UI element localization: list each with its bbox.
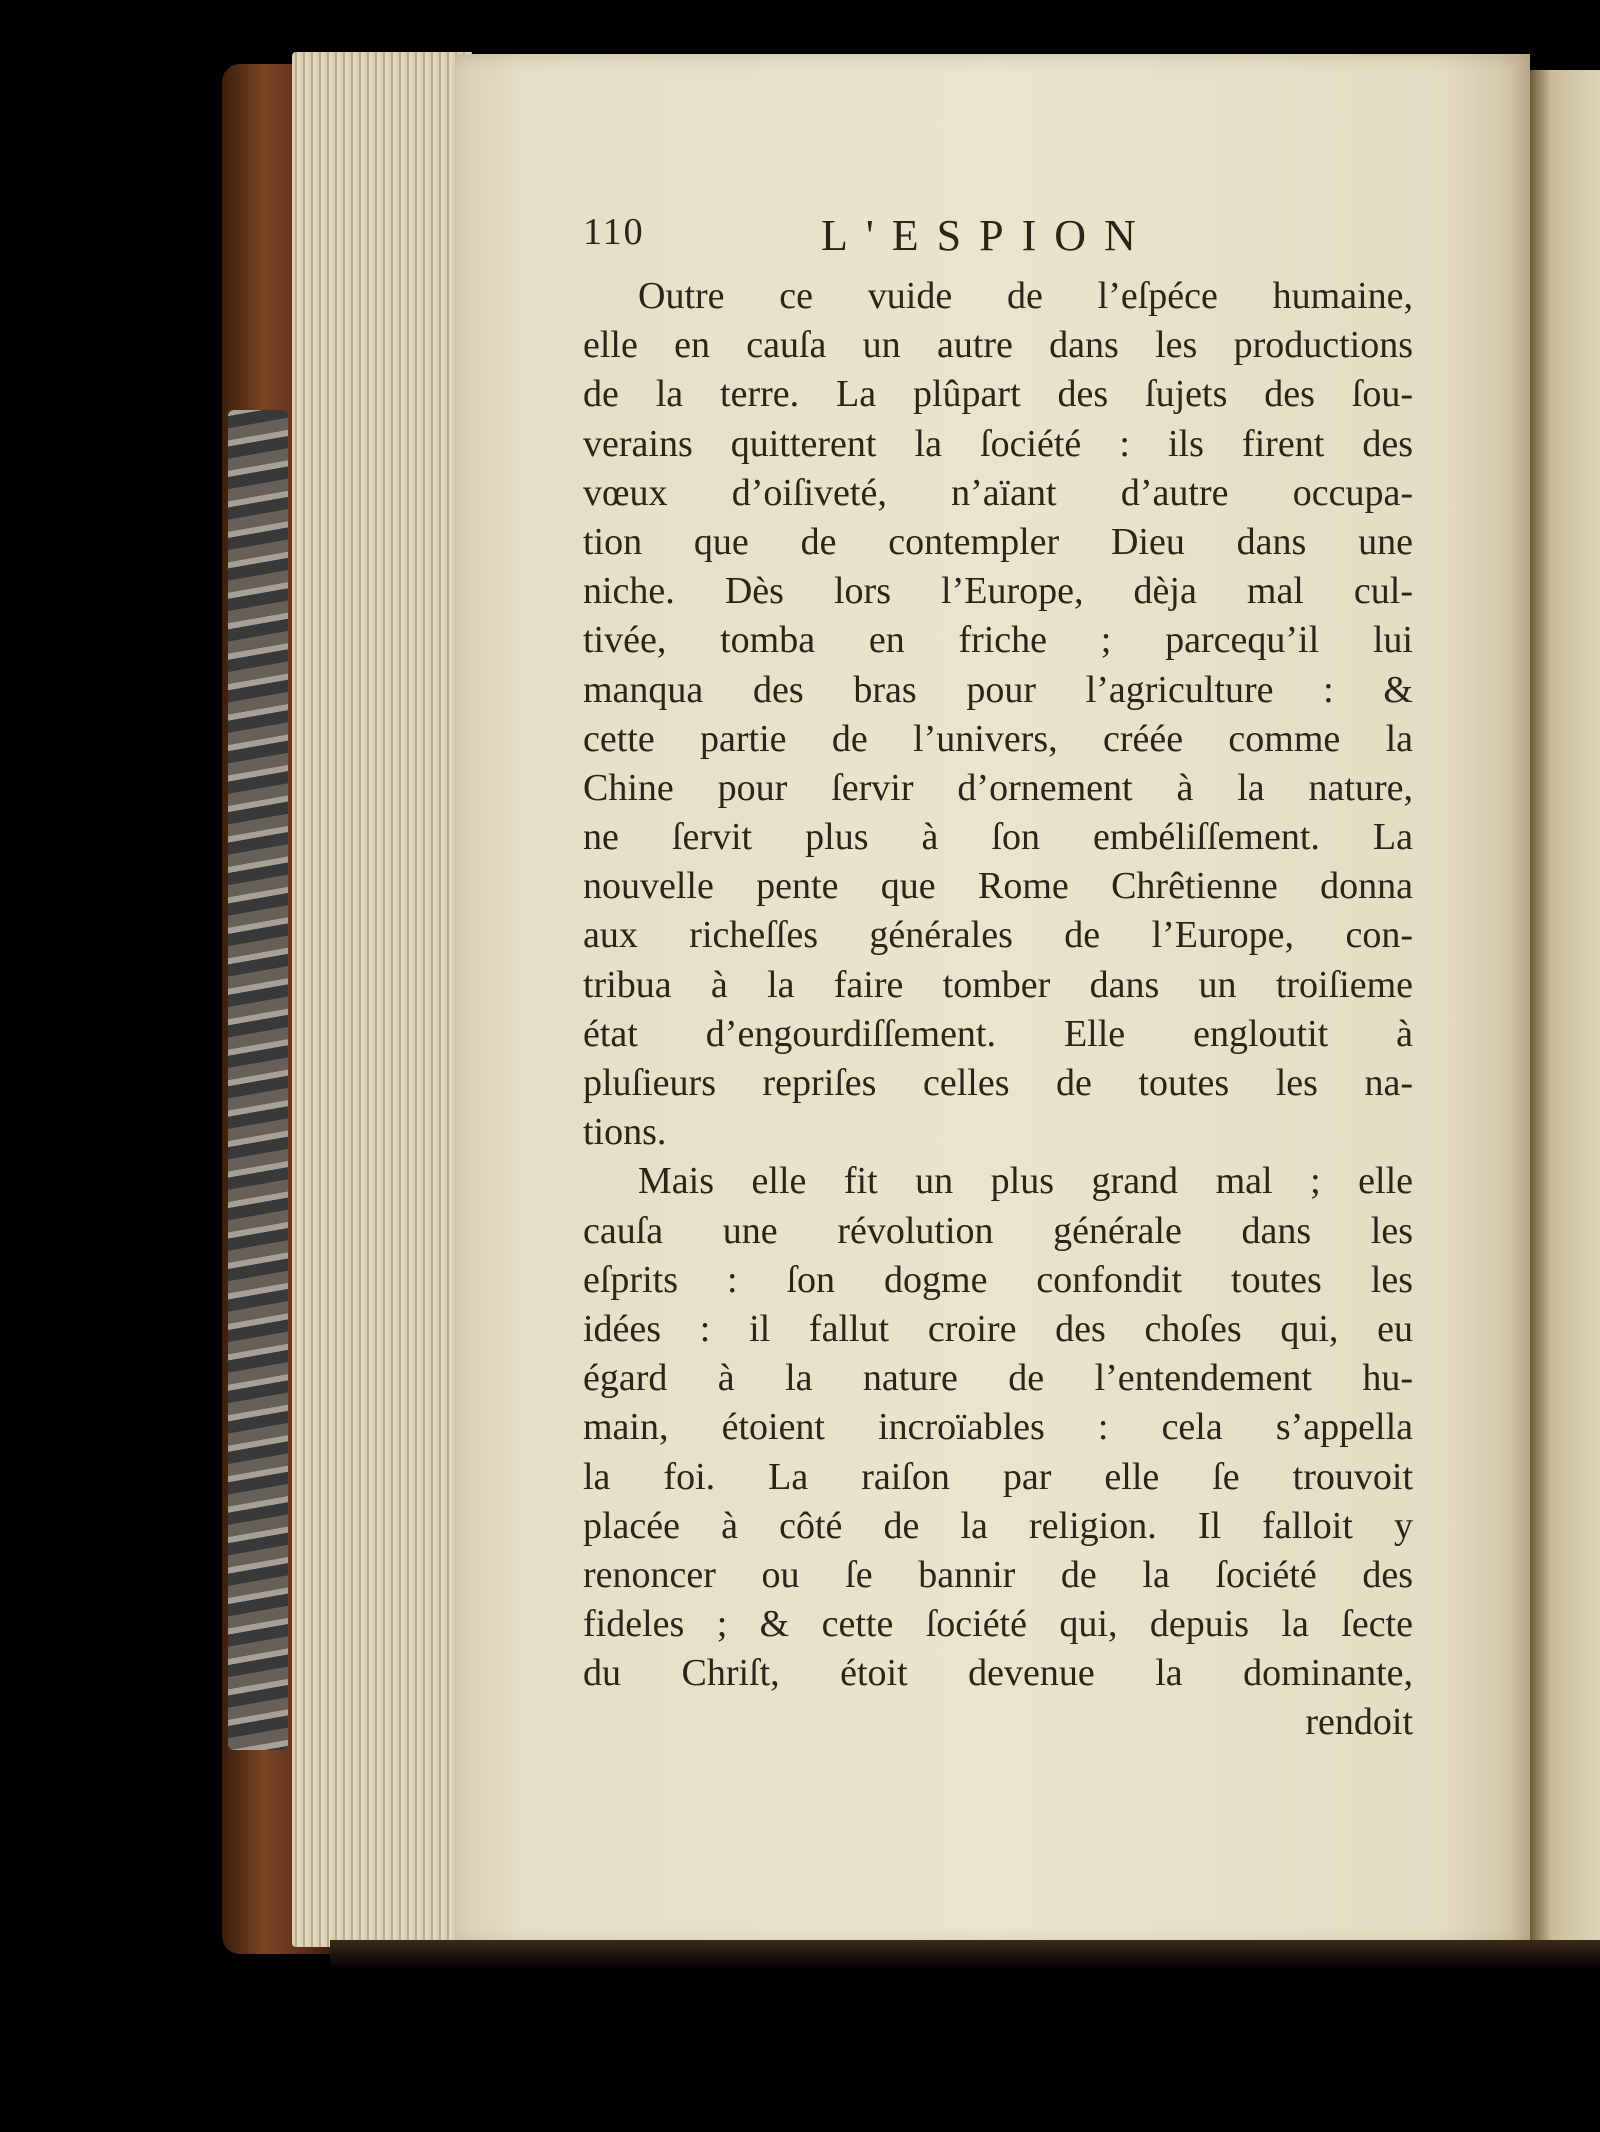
text-line: idées : il fallut croire des choſes qui, eu [583, 1307, 1413, 1350]
text-line: eſprits : ſon dogme confondit toutes les [583, 1258, 1413, 1301]
text-line: vœux d’oiſiveté, n’aïant d’autre occupa- [583, 471, 1413, 514]
text-line: tivée, tomba en friche ; parcequ’il lui [583, 619, 1413, 662]
page-edges [292, 52, 472, 1947]
page-text [583, 210, 1413, 1748]
text-line: main, étoient incroïables : cela s’appella [583, 1406, 1413, 1449]
text-line: Mais elle fit un plus grand mal ; elle [638, 1160, 1413, 1203]
text-line: la foi. La raiſon par elle ſe trouvoit [583, 1455, 1413, 1498]
text-line: placée à côté de la religion. Il falloit y [583, 1504, 1413, 1547]
page-shadow [330, 1940, 1600, 1970]
running-title: L'ESPION [821, 211, 1154, 260]
text-line: aux richeſſes générales de l’Europe, con- [583, 914, 1413, 957]
facing-page-edge [1530, 70, 1600, 1950]
text-line: verains quitterent la ſociété : ils firent des [583, 422, 1413, 465]
text-line: tribua à la faire tomber dans un troiſieme [583, 963, 1413, 1006]
catchword: rendoit [1305, 1701, 1413, 1744]
text-line: ne ſervit plus à ſon embéliſſement. La [583, 816, 1413, 859]
page-header [583, 210, 1413, 272]
text-line: tion que de contempler Dieu dans une [583, 520, 1413, 563]
text-line: de la terre. La plûpart des ſujets des ſou- [583, 373, 1413, 416]
text-line: fideles ; & cette ſociété qui, depuis la ſecte [583, 1603, 1413, 1646]
text-line: manqua des bras pour l’agriculture : & [583, 668, 1413, 711]
text-line: égard à la nature de l’entendement hu- [583, 1357, 1413, 1400]
text-line: cauſa une révolution générale dans les [583, 1209, 1413, 1252]
text-line: cette partie de l’univers, créée comme la [583, 717, 1413, 760]
text-line: nouvelle pente que Rome Chrêtienne donna [583, 865, 1413, 908]
text-line: Chine pour ſervir d’ornement à la nature, [583, 766, 1413, 809]
text-line: elle en cauſa un autre dans les productions [583, 324, 1413, 367]
page-number: 110 [583, 211, 645, 253]
text-line: renoncer ou ſe bannir de la ſociété des [583, 1553, 1413, 1596]
text-line: Outre ce vuide de l’eſpéce humaine, [638, 275, 1413, 317]
text-line: tions. [583, 1111, 667, 1154]
text-line: niche. Dès lors l’Europe, dèja mal cul- [583, 570, 1413, 613]
marbled-board [228, 410, 288, 1750]
text-line: pluſieurs repriſes celles de toutes les na- [583, 1062, 1413, 1104]
text-line: état d’engourdiſſement. Elle engloutit à [583, 1012, 1413, 1055]
text-line: du Chriſt, étoit devenue la dominante, [583, 1652, 1413, 1695]
